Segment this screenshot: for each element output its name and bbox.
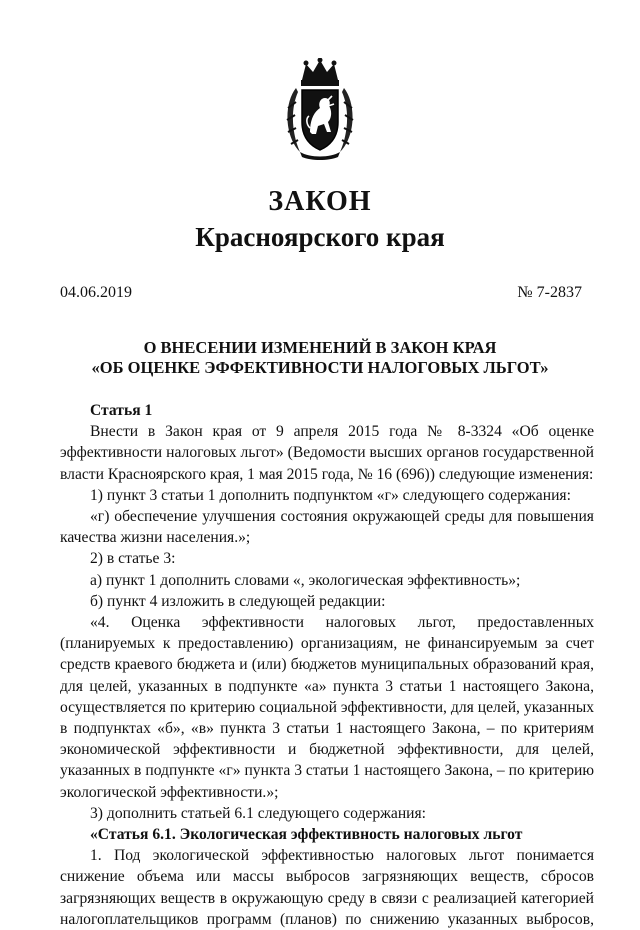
heading-line-1: О ВНЕСЕНИИ ИЗМЕНЕНИЙ В ЗАКОН КРАЯ [143, 338, 497, 357]
paragraph: 2) в статье 3: [90, 550, 176, 568]
paragraph: 1. Под экологической эффективностью налоговых льгот понимается снижение объема или массы выбросов загрязняющих веществ, сбросов загрязняющих веществ в окружающую среду в связи с реализацией категорией налогоплательщиков программ (планов) по снижению указанных выбросов, [60, 847, 594, 928]
paragraph: «г) обеспечение улучшения состояния окружающей среды для повышения качества жизни населения.»; [60, 508, 594, 547]
paragraph: Внести в Закон края от 9 апреля 2015 года № 8-3324 «Об оценке эффективности налоговых льгот» (Ведомости высших органов государственной власти Красноярского края, 1 мая 2015 года, № 16 (696)) следующие изменения: [60, 423, 594, 483]
paragraph: 3) дополнить статьей 6.1 следующего содержания: [90, 804, 427, 822]
paragraph: а) пункт 1 дополнить словами «, экологическая эффективность»; [90, 571, 521, 589]
document-body [60, 400, 594, 930]
paragraph: 1) пункт 3 статьи 1 дополнить подпунктом «г» следующего содержания: [90, 486, 571, 504]
article-title: Статья 1 [90, 402, 153, 419]
document-date: 04.06.2019 [60, 284, 132, 301]
article-6-1-title: «Статья 6.1. Экологическая эффективность налоговых льгот [90, 826, 523, 844]
paragraph: «4. Оценка эффективности налоговых льгот, предоставленных (планируемых к предоставлению) организациям, не финансируемым за счет средств краевого бюджета и (или) бюджетов муниципальных образований края, для целей, указанных в подпункте «а» пункта 3 статьи 1 настоящего Закона, осуществляется по критерию социальной эффективности, для целей, указанных в подпунктах «б», «в» пункта 3 статьи 1 настоящего Закона, – по критериям экономической эффективности и бюджетной эффективности, для целей, указанных в подпункте «г» пункта 3 статьи 1 настоящего Закона, – по критерию экологической эффективности.»; [60, 614, 594, 801]
paragraph: б) пункт 4 изложить в следующей редакции: [90, 592, 386, 610]
heading-line-2: «ОБ ОЦЕНКЕ ЭФФЕКТИВНОСТИ НАЛОГОВЫХ ЛЬГОТ» [91, 358, 549, 377]
document-number: № 7-2837 [517, 284, 582, 301]
coat-of-arms-icon [282, 58, 358, 162]
law-subtitle: Красноярского края [195, 222, 445, 252]
law-title: ЗАКОН [268, 186, 372, 217]
